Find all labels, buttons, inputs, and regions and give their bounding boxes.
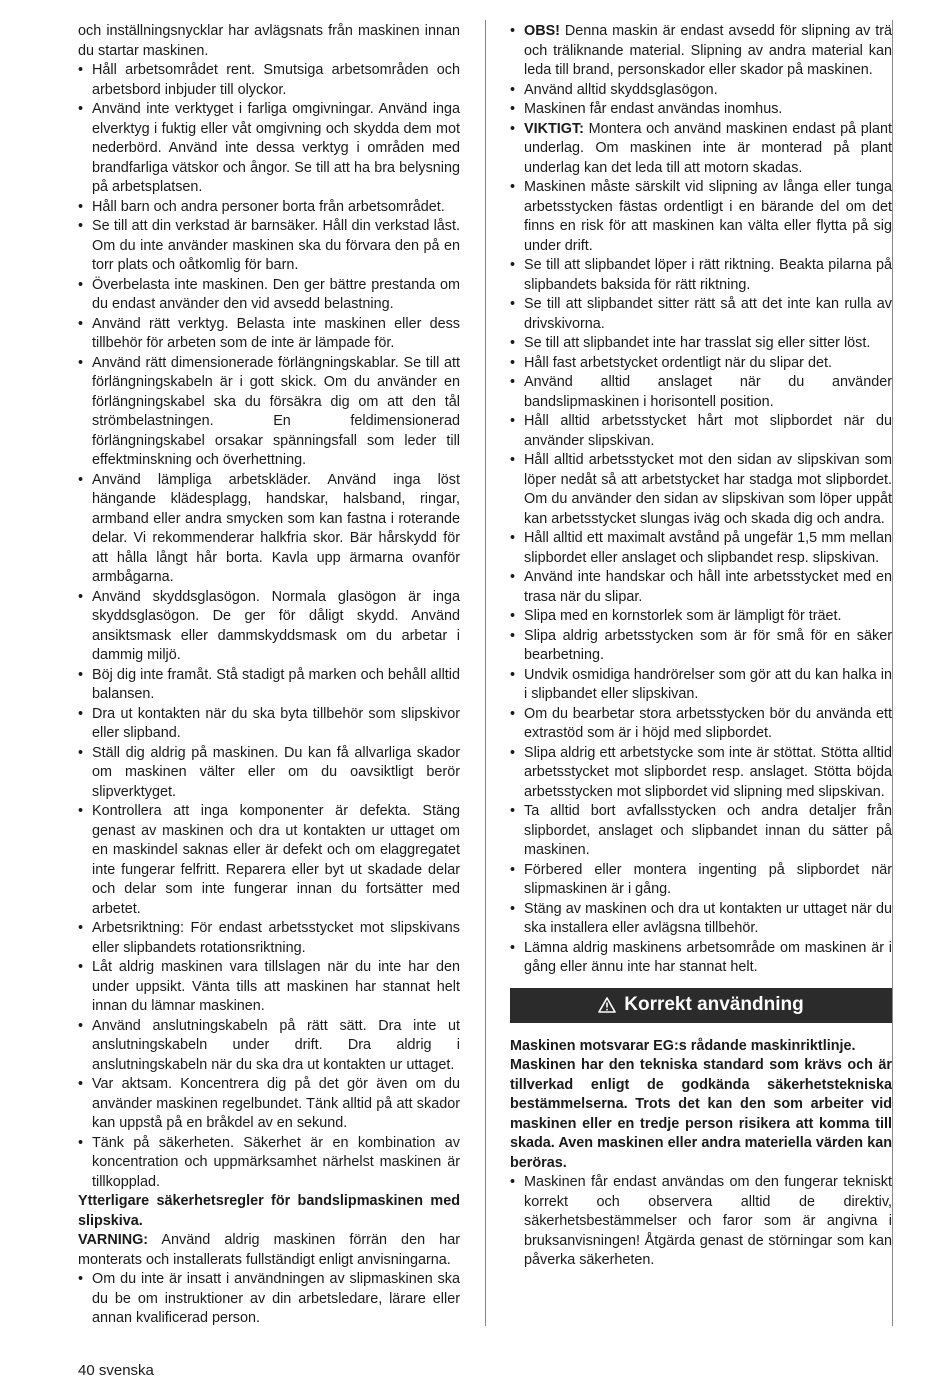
list-item: • VIKTIGT: Montera och använd maskinen endast på plant underlag. Om maskinen inte är monterad på plant underlag kan det leda till att motorn skadas. [510,120,892,176]
bullet: • [510,803,516,819]
bullet: • [78,1017,84,1034]
list-item: • Undvik osmidiga handrörelser som gör att du kan halka in i slipbandet eller slipskivan. [510,666,892,702]
bullet: • [510,627,516,644]
bullet: • [510,452,516,468]
list-item: • Låt aldrig maskinen vara tillslagen när du inte har den under uppsikt. Vänta tills att maskinen har stannat helt innan du lämnar maskinen. [78,959,460,1014]
list-item: • Håll fast arbetstycket ordentligt när du slipar det. [510,354,892,374]
bullet: • [78,315,84,332]
bullet: • [78,471,84,488]
list-item: • Håll alltid arbetsstycket hårt mot slipbordet när du använder slipskivan. [510,413,892,449]
bullet: • [78,666,84,683]
list-item: • Kontrollera att inga komponenter är defekta. Stäng genast av maskinen och dra ut kontakten ur uttaget om en maskindel saknas eller är defekt och om elaggregatet inte fungerar felfritt. Reparera eller byt ut skadade delar och delar som inte fungerar innan du fortsätter med arbetet. [78,803,460,917]
list-item: • Se till att slipbandet löper i rätt riktning. Beakta pilarna på slipbandets baksida för rätt riktning. [510,257,892,293]
warning-paragraph: VARNING: Använd aldrig maskinen förrän den har monterats och installerats fullständigt enligt anvisningarna. [78,1232,460,1268]
bullet: • [510,608,516,624]
directive-statement: Maskinen motsvarar EG:s rådande maskinriktlinje. [510,1037,856,1054]
bullet: • [78,705,84,722]
bullet: • [510,530,516,546]
column-divider-left [485,20,486,1326]
bullet: • [510,179,516,195]
page-footer: 40 svenska [78,1362,154,1379]
bullet: • [510,296,516,312]
bullet: • [78,1271,84,1287]
bullet: • [78,1076,84,1092]
list-item: • Tänk på säkerheten. Säkerhet är en kombination av koncentration och uppmärksamhet närhelst maskinen är tillkopplad. [78,1134,460,1190]
list-item: • Använd anslutningskabeln på rätt sätt. Dra inte ut anslutningskabeln under drift. Dra aldrig i anslutningskabeln när du ska dra ut kontakten ur uttaget. [78,1017,460,1073]
bullet: • [510,413,516,429]
list-item: • Arbetsriktning: För endast arbetsstycket mot slipskivans eller slipbandets rotationsriktning. [78,920,460,956]
bullet: • [510,120,516,137]
list-item: • Håll alltid ett maximalt avstånd på ungefär 1,5 mm mellan slipbordet eller anslaget och slipbandet resp. slipskivan. [510,530,892,566]
list-item: • Använd alltid anslaget när du använder bandslipmaskinen i horisontell position. [510,374,892,410]
bullet: • [510,81,516,98]
list-item: • Håll arbetsområdet rent. Smutsiga arbetsområden och arbetsbord inbjuder till olyckor. [78,62,460,98]
list-item: • Dra ut kontakten när du ska byta tillbehör som slipskivor eller slipband. [78,705,460,741]
list-item: • Använd alltid skyddsglasögon. [510,81,892,101]
list-item: • Använd rätt dimensionerade förlängningskablar. Se till att förlängningskabeln är i gott skick. Om du använder en förlängningskabel ska du försäkra dig om att den tål strömbelastningen. En feldimensionerad förlängningskabel orsakar spänningsfall som leder till effektminskning och överhettning. [78,354,460,468]
bullet: • [78,354,84,371]
bullet: • [510,23,516,39]
bullet: • [510,101,516,117]
bullet: • [78,218,84,234]
list-item: • Se till att din verkstad är barnsäker. Håll din verkstad låst. Om du inte använder maskinen ska du förvara den på en torr plats och oåtkomlig för barn. [78,218,460,273]
viktigt-label: VIKTIGT: [524,120,584,137]
list-item: • Slipa med en kornstorlek som är lämpligt för träet. [510,607,892,627]
bullet: • [78,588,84,605]
bullet: • [78,62,84,78]
safety-list-continued [510,22,892,978]
bullet: • [510,939,516,956]
list-item: • Använd skyddsglasögon. Normala glasögon är inga skyddsglasögon. De ger för dåligt skydd. Använd ansiktsmask eller dammskyddsmask om du arbetar i dammig miljö. [78,588,460,663]
bullet: • [510,569,516,585]
list-item: • Maskinen måste särskilt vid slipning av långa eller tunga arbetsstycken fästas ordentligt i en bärande del om det finns en risk för att maskinen kan välta eller flytta på sig under drift. [510,179,892,254]
left-column [78,22,460,1329]
column-divider-right [892,20,893,1326]
bullet: • [510,900,516,917]
list-item: • Håll barn och andra personer borta från arbetsområdet. [78,198,460,218]
standard-statement: Maskinen har den tekniska standard som krävs och är tillverkad enligt de godkända säkerhetstekniska bestämmelserna. Trots det kan den som arbeiter vid maskinen eller en tredje person risikera att komma till skada. Aven maskinen eller andra materiella värden kan beröras. [510,1057,892,1171]
list-item: • Förbered eller montera ingenting på slipbordet när slipmaskinen är i gång. [510,861,892,897]
list-item: • Håll alltid arbetsstycket mot den sidan av slipskivan som löper nedåt så att arbetstycket har stadga mot slipbordet. Om du använder den sidan av slipskivan som löper uppåt kan arbetsstycket slungas iväg och skada dig och andra. [510,452,892,527]
bullet: • [78,744,84,761]
list-item: • Stäng av maskinen och dra ut kontakten ur uttaget när du ska installera eller avlägsna tillbehör. [510,900,892,936]
bullet: • [510,1174,516,1190]
list-item: • Om du bearbetar stora arbetsstycken bör du använda ett extrastöd som är i höjd med slipbordet. [510,705,892,741]
list-item: • Om du inte är insatt i användningen av slipmaskinen ska du be om instruktioner av din arbetsledare, lärare eller annan kvalificerad person. [78,1271,460,1326]
list-item: • Slipa aldrig ett arbetstycke som inte är stöttat. Stötta alltid arbetsstycket mot slipbordet resp. anslaget. Stötta böjda arbetsstycken mot slipbordet vid slipning med slipskivan. [510,744,892,800]
list-item: • Lämna aldrig maskinens arbetsområde om maskinen är i gång eller ännu inte har stannat helt. [510,939,892,975]
usage-list [510,1173,892,1271]
right-column [510,22,892,1271]
bullet: • [510,335,516,351]
bullet: • [78,101,84,117]
list-item: • Slipa aldrig arbetsstycken som är för små för en säker bearbetning. [510,627,892,663]
list-item: • Använd inte handskar och håll inte arbetsstycket med en trasa när du slipar. [510,569,892,605]
list-item: • Böj dig inte framåt. Stå stadigt på marken och behåll alltid balansen. [78,666,460,702]
bullet: • [510,861,516,878]
bullet: • [78,198,84,215]
bullet: • [510,744,516,761]
extra-rules-heading: Ytterligare säkerhetsregler för bandslipmaskinen med slipskiva. [78,1193,460,1229]
bullet: • [78,959,84,975]
section-heading-bar [510,988,892,1023]
list-item: • Överbelasta inte maskinen. Den ger bättre prestanda om du endast använder den vid avsedd belastning. [78,276,460,312]
bullet: • [78,920,84,936]
list-item: • Maskinen får endast användas om den fungerar tekniskt korrekt och observera alltid de direktiv, säkerhetsbestämmelser och faror som är angivna i bruksanvisningen! Åtgärda genast de störningar som kan påverka säkerheten. [510,1174,892,1268]
continued-text: och inställningsnycklar har avlägsnats från maskinen innan du startar maskinen. [78,23,460,59]
list-item: • Maskinen får endast användas inomhus. [510,100,892,120]
obs-label: OBS! [524,23,560,39]
list-item: • Ställ dig aldrig på maskinen. Du kan få allvarliga skador om maskinen välter eller om du oavsiktligt berör slipverktyget. [78,744,460,800]
list-item: • Ta alltid bort avfallsstycken och andra detaljer från slipbordet, anslaget och slipbandet innan du sätter på maskinen. [510,803,892,858]
list-item: • Använd lämpliga arbetskläder. Använd inga löst hängande klädesplagg, handskar, halsband, ringar, armband eller andra smycken som kan fastna i roterande delar. Vi rekommenderar halkfria skor. Bär hårskydd för att hålla långt hår borta. Kavla upp ärmarna ovanför armbågarna. [78,471,460,585]
bullet: • [510,666,516,683]
bullet: • [510,354,516,371]
list-item: • Använd rätt verktyg. Belasta inte maskinen eller dess tillbehör för arbeten som de inte är lämpade för. [78,315,460,351]
section-title: Korrekt användning [624,994,804,1016]
bullet: • [78,803,84,819]
bullet: • [510,705,516,722]
list-item: • Se till att slipbandet sitter rätt så att det inte kan rulla av drivskivorna. [510,296,892,332]
warning-triangle-icon [598,997,616,1013]
list-item: • Se till att slipbandet inte har trasslat sig eller sitter löst. [510,334,892,354]
list-item: • Var aktsam. Koncentrera dig på det gör även om du använder maskinen regelbundet. Tänk alltid på att skador kan uppstå på en bråkdel av en sekund. [78,1076,460,1131]
bullet: • [510,374,516,390]
list-item: • Använd inte verktyget i farliga omgivningar. Använd inga elverktyg i fuktig eller våt omgivning och skydda dem mot nederbörd. Använd inte dessa verktyg i områden med brandfarliga vätskor och ångor. Se till att ha bra belysning på arbetsplatsen. [78,101,460,195]
bullet: • [78,276,84,293]
extra-list [78,1270,460,1329]
warning-label: VARNING: [78,1232,149,1248]
list-item: • OBS! Denna maskin är endast avsedd för slipning av trä och träliknande material. Slipning av andra material kan leda till brand, personskador eller skador på maskinen. [510,23,892,78]
bullet: • [510,257,516,273]
bullet: • [78,1134,84,1151]
safety-list [78,61,460,1192]
